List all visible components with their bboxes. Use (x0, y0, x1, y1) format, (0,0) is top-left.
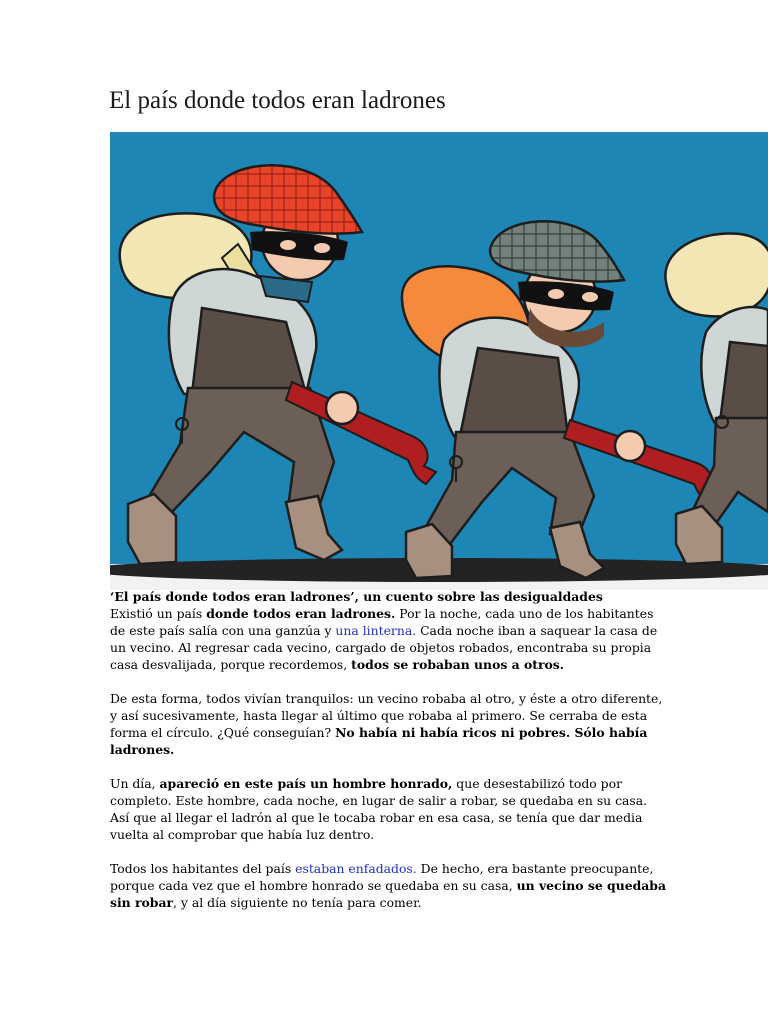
paragraph-3: Un día, apareció en este país un hombre honrado, que desestabilizó todo por completo. Este hombre, cada noche, en lugar de salir a robar, se quedaba en su casa. Así que al llegar el ladrón al que le tocaba robar en esa casa, se tenía que dar media vuelta al comprobar que había luz dentro. (110, 776, 648, 842)
paragraph-4: Todos los habitantes del país estaban enfadados. De hecho, era bastante preocupante, porque cada vez que el hombre honrado se quedaba en su casa, un vecino se quedaba sin robar, y al día siguiente no tenía para comer. (110, 861, 666, 910)
paragraph-2: De esta forma, todos vivían tranquilos: un vecino robaba al otro, y éste a otro diferente, y así sucesivamente, hasta llegar al último que robaba al primero. Se cerraba de esta forma el círculo. ¿Qué conseguían? No había ni había ricos ni pobres. Sólo había ladrones. (110, 691, 663, 757)
bold-phrase: donde todos eran ladrones. (206, 606, 396, 621)
link-estaban-enfadados[interactable]: estaban enfadados. (295, 861, 417, 876)
eye-left (280, 240, 296, 250)
page-title: El país donde todos eran ladrones (109, 87, 446, 114)
article-body (110, 605, 670, 928)
bold-phrase: apareció en este país un hombre honrado, (159, 776, 453, 791)
vest (460, 348, 568, 436)
eye-right (314, 243, 330, 253)
eye-right (582, 292, 598, 302)
link-una-linterna[interactable]: una linterna. (335, 623, 417, 638)
paragraph-1: Existió un país donde todos eran ladrones. Por la noche, cada uno de los habitantes de este país salía con una ganzúa y una linterna. Cada noche iban a saquear la casa de un vecino. Al regresar cada vecino, cargado de objetos robados, encontraba su propia casa desvalijada, porque recordemos, todos se robaban unos a otros. (110, 606, 658, 672)
eye-left (548, 289, 564, 299)
bold-phrase: un vecino se quedaba sin robar (110, 878, 666, 910)
bold-phrase: todos se robaban unos a otros. (351, 657, 565, 672)
image-caption: ‘El país donde todos eran ladrones’, un cuento sobre las desigualdades (110, 589, 603, 604)
thieves-illustration (110, 132, 768, 590)
bold-phrase: No había ni había ricos ni pobres. Sólo había ladrones. (110, 725, 648, 757)
hand (615, 431, 645, 461)
hand (326, 392, 358, 424)
